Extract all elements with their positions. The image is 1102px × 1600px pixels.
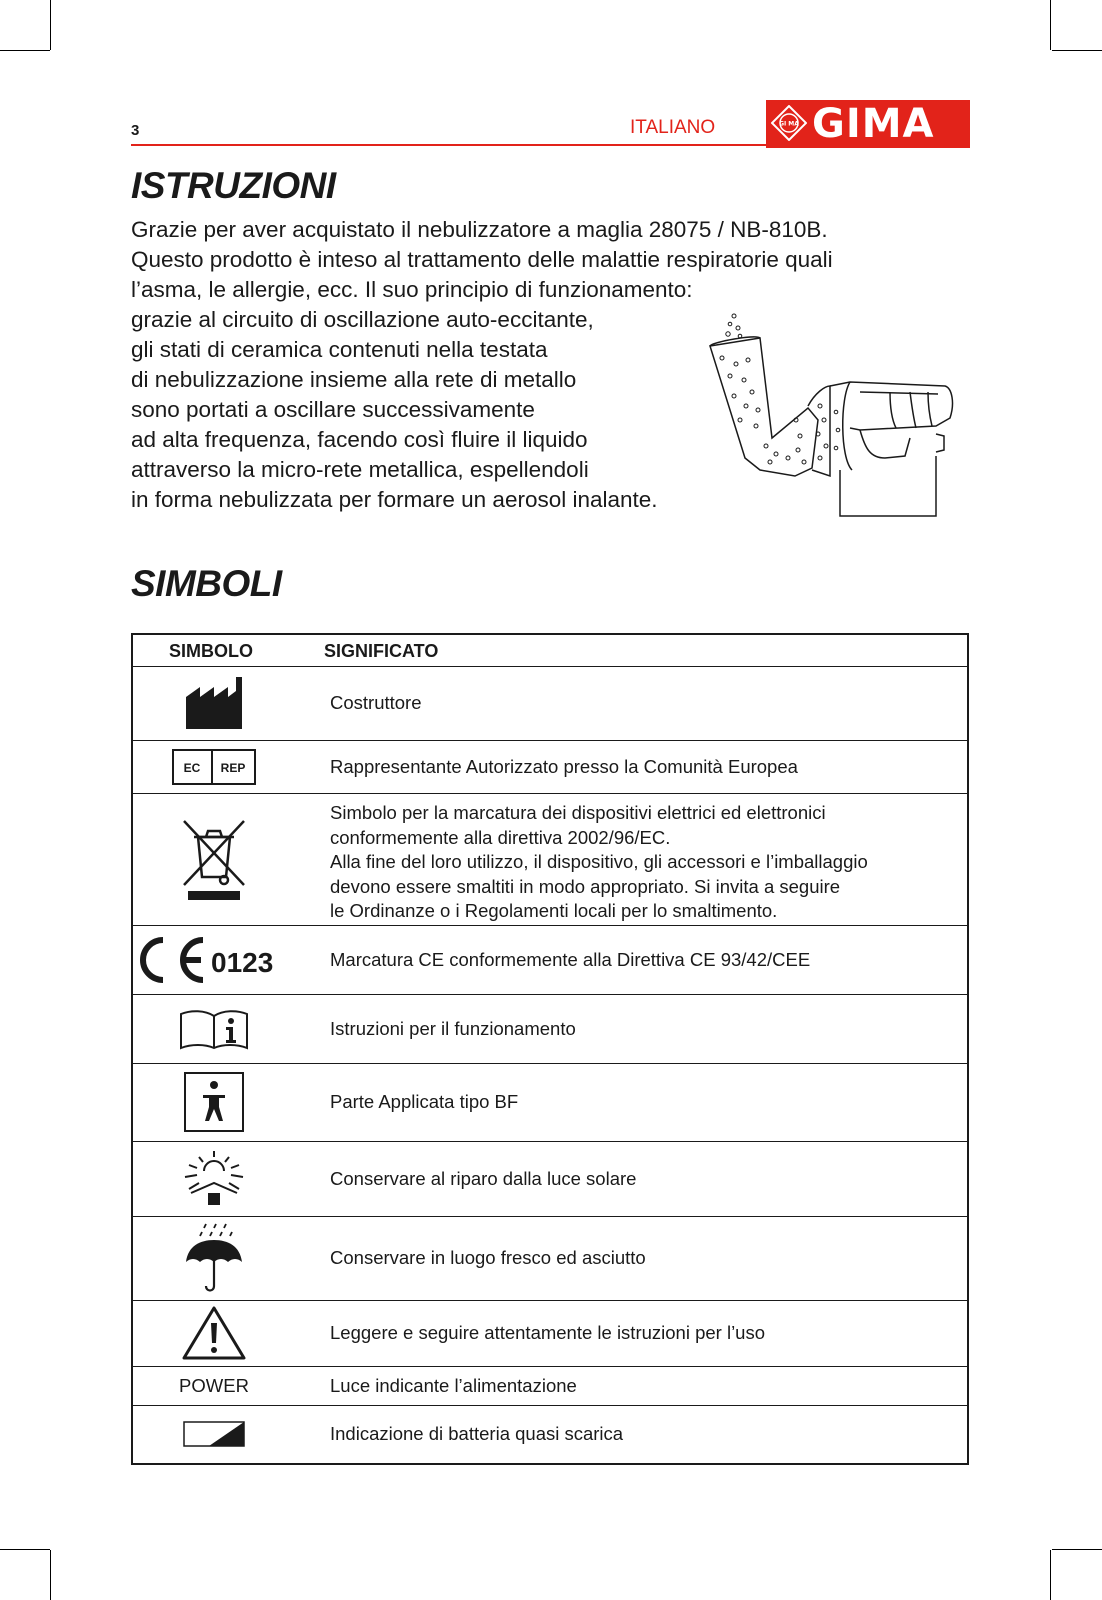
table-row <box>133 740 967 794</box>
gima-badge-text: GI MA <box>779 120 799 128</box>
gima-logo <box>766 100 970 148</box>
keep-dry-umbrella-icon <box>182 1222 246 1294</box>
row-meaning: Istruzioni per il funzionamento <box>330 1017 576 1039</box>
table-row <box>133 1405 967 1463</box>
ec-text: EC <box>183 760 201 775</box>
weee-bin-icon <box>182 817 246 901</box>
row-meaning-line: Alla fine del loro utilizzo, il dispositivo, gli accessori e l’imballaggio <box>330 851 868 872</box>
keep-away-sunlight-icon <box>179 1149 249 1209</box>
table-row <box>133 1366 967 1406</box>
ec-rep-icon <box>172 749 256 785</box>
gima-logo-text: GIMA <box>812 101 935 147</box>
row-meaning: Parte Applicata tipo BF <box>330 1091 519 1112</box>
rep-text: REP <box>220 760 246 775</box>
instructions-book-icon <box>179 1008 249 1050</box>
crop-mark-bottom-right-v <box>1050 1550 1051 1600</box>
page-number: 3 <box>131 122 140 139</box>
row-meaning-multiline <box>330 801 961 924</box>
row-meaning: Conservare in luogo fresco ed asciutto <box>330 1247 646 1268</box>
ce-mark-icon <box>139 936 289 984</box>
crop-mark-top-right-h <box>1052 50 1102 51</box>
row-meaning: Indicazione di batteria quasi scarica <box>330 1423 624 1444</box>
istruzioni-title: ISTRUZIONI <box>131 165 336 206</box>
factory-icon <box>184 675 244 731</box>
table-header-row <box>133 635 967 667</box>
intro-line: Grazie per aver acquistato il nebulizzatore a maglia 28075 / NB-810B. <box>131 217 828 242</box>
intro-line: gli stati di ceramica contenuti nella testata <box>131 337 548 362</box>
gima-badge-icon <box>771 105 807 141</box>
notified-body-number: 0123 <box>211 946 274 978</box>
row-meaning-line: Simbolo per la marcatura dei dispositivi elettrici ed elettronici <box>330 802 826 823</box>
intro-line: di nebulizzazione insieme alla rete di metallo <box>131 367 577 392</box>
crop-mark-top-right-v <box>1050 0 1051 50</box>
nebulizer-illustration <box>700 308 970 528</box>
crop-mark-bottom-left-h <box>0 1549 50 1550</box>
symbols-table <box>131 633 969 1465</box>
intro-line: attraverso la micro-rete metallica, espellendoli <box>131 457 589 482</box>
row-meaning-line: le Ordinanze o i Regolamenti locali per lo smaltimento. <box>330 900 778 921</box>
table-row <box>133 793 967 926</box>
table-row <box>133 1300 967 1367</box>
row-meaning: Rappresentante Autorizzato presso la Comunità Europea <box>330 755 798 777</box>
intro-line: grazie al circuito di oscillazione auto-eccitante, <box>131 307 594 332</box>
table-row <box>133 1141 967 1217</box>
table-row <box>133 994 967 1064</box>
crop-mark-bottom-right-h <box>1052 1549 1102 1550</box>
power-label: POWER <box>179 1374 249 1396</box>
intro-line: in forma nebulizzata per formare un aerosol inalante. <box>131 487 658 512</box>
row-meaning: Marcatura CE conformemente alla Direttiva CE 93/42/CEE <box>330 948 811 970</box>
row-meaning: Luce indicante l’alimentazione <box>330 1374 577 1396</box>
col-header-symbol: SIMBOLO <box>169 641 253 661</box>
table-row <box>133 1063 967 1142</box>
row-meaning-line: conformemente alla direttiva 2002/96/EC. <box>330 826 671 848</box>
col-header-meaning: SIGNIFICATO <box>324 641 439 661</box>
header-rule <box>131 144 766 146</box>
intro-line: sono portati a oscillare successivamente <box>131 397 535 422</box>
table-row <box>133 666 967 741</box>
low-battery-icon <box>183 1421 245 1447</box>
simboli-title: SIMBOLI <box>131 563 282 604</box>
crop-mark-top-left-v <box>50 0 51 50</box>
type-bf-icon <box>183 1071 245 1133</box>
intro-line: Questo prodotto è inteso al trattamento delle malattie respiratorie quali <box>131 247 833 272</box>
row-meaning-line: devono essere smaltiti in modo appropriato. Si invita a seguire <box>330 875 841 897</box>
row-meaning: Costruttore <box>330 692 422 713</box>
table-row <box>133 1216 967 1301</box>
intro-line: ad alta frequenza, facendo così fluire il liquido <box>131 427 588 452</box>
row-meaning: Leggere e seguire attentamente le istruzioni per l’uso <box>330 1322 766 1343</box>
warning-icon <box>182 1305 246 1361</box>
table-row <box>133 925 967 995</box>
crop-mark-bottom-left-v <box>50 1550 51 1600</box>
crop-mark-top-left-h <box>0 50 50 51</box>
language-label: ITALIANO <box>630 117 716 138</box>
row-meaning: Conservare al riparo dalla luce solare <box>330 1167 637 1189</box>
intro-line: l’asma, le allergie, ecc. Il suo principio di funzionamento: <box>131 277 693 302</box>
